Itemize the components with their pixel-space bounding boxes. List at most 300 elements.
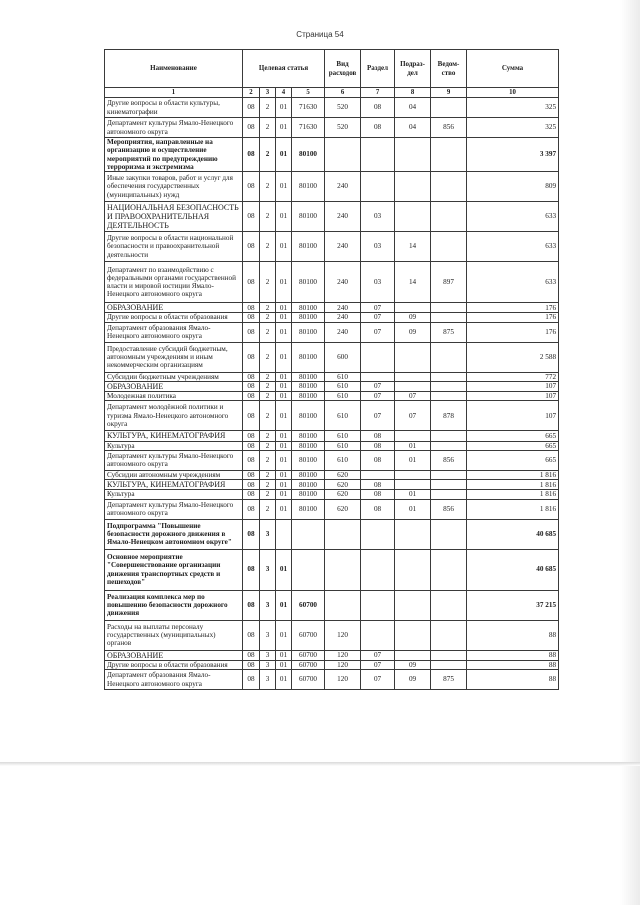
target-direction-cell: 80100	[292, 490, 325, 499]
expense-type-cell: 610	[325, 392, 361, 401]
target-subprogram-cell: 2	[260, 303, 276, 313]
target-measure-cell: 01	[276, 262, 292, 303]
section-code-cell: 07	[361, 670, 395, 690]
expense-type-cell: 610	[325, 441, 361, 450]
row-name-cell: Другие вопросы в области национальной безопасности и правоохранительной деятельности	[105, 232, 243, 262]
expense-type-cell: 610	[325, 401, 361, 431]
subsection-code-cell: 09	[395, 313, 431, 322]
subsection-code-cell	[395, 519, 431, 549]
target-subprogram-cell: 2	[260, 490, 276, 499]
row-name-cell: Департамент по взаимодействию с федеральными органами государственной власти и мировой юстиции Ямало-Ненецкого автономного округа	[105, 262, 243, 303]
subsection-code-cell: 01	[395, 499, 431, 519]
table-row	[105, 118, 559, 138]
target-direction-cell: 60700	[292, 670, 325, 690]
target-direction-cell: 60700	[292, 590, 325, 620]
amount-cell: 40 685	[467, 549, 559, 590]
target-subprogram-cell: 2	[260, 450, 276, 470]
target-measure-cell: 01	[276, 620, 292, 650]
target-measure-cell: 01	[276, 499, 292, 519]
amount-cell: 665	[467, 431, 559, 441]
target-program-cell: 08	[243, 372, 260, 381]
section-code-cell	[361, 342, 395, 372]
target-measure-cell: 01	[276, 118, 292, 138]
target-subprogram-cell: 2	[260, 431, 276, 441]
section-code-cell	[361, 620, 395, 650]
subsection-code-cell	[395, 590, 431, 620]
section-code-cell: 08	[361, 490, 395, 499]
table-row	[105, 519, 559, 549]
table-row	[105, 549, 559, 590]
target-measure-cell: 01	[276, 381, 292, 391]
target-program-cell: 08	[243, 392, 260, 401]
target-measure-cell: 01	[276, 401, 292, 431]
expense-type-cell: 120	[325, 670, 361, 690]
department-code-cell	[431, 549, 467, 590]
subsection-code-cell: 04	[395, 98, 431, 118]
target-measure-cell: 01	[276, 342, 292, 372]
target-program-cell: 08	[243, 650, 260, 660]
section-code-cell: 03	[361, 262, 395, 303]
amount-cell: 665	[467, 450, 559, 470]
target-program-cell: 08	[243, 232, 260, 262]
target-measure-cell: 01	[276, 322, 292, 342]
target-program-cell: 08	[243, 202, 260, 232]
column-number: 8	[395, 88, 431, 98]
target-subprogram-cell: 3	[260, 670, 276, 690]
row-name-cell: Подпрограмма "Повышение безопасности дорожного движения в Ямало-Ненецком автономном округе"	[105, 519, 243, 549]
target-direction-cell: 80100	[292, 480, 325, 490]
department-code-cell	[431, 441, 467, 450]
amount-cell: 88	[467, 650, 559, 660]
department-code-cell	[431, 490, 467, 499]
row-name-cell: КУЛЬТУРА, КИНЕМАТОГРАФИЯ	[105, 431, 243, 441]
target-direction-cell: 80100	[292, 303, 325, 313]
target-measure-cell: 01	[276, 431, 292, 441]
section-code-cell	[361, 372, 395, 381]
expense-type-cell: 240	[325, 232, 361, 262]
amount-cell: 1 816	[467, 470, 559, 479]
department-code-cell	[431, 620, 467, 650]
expense-type-cell: 520	[325, 118, 361, 138]
target-subprogram-cell: 2	[260, 118, 276, 138]
target-program-cell: 08	[243, 620, 260, 650]
expense-type-cell: 120	[325, 660, 361, 669]
section-code-cell: 07	[361, 381, 395, 391]
amount-cell: 37 215	[467, 590, 559, 620]
target-subprogram-cell: 2	[260, 470, 276, 479]
row-name-cell: Департамент образования Ямало-Ненецкого автономного округа	[105, 322, 243, 342]
target-direction-cell: 80100	[292, 381, 325, 391]
department-code-cell	[431, 650, 467, 660]
target-program-cell: 08	[243, 401, 260, 431]
amount-cell: 633	[467, 232, 559, 262]
department-code-cell: 856	[431, 499, 467, 519]
table-row	[105, 470, 559, 479]
department-code-cell	[431, 392, 467, 401]
target-program-cell: 08	[243, 519, 260, 549]
expense-type-cell	[325, 138, 361, 172]
target-program-cell: 08	[243, 138, 260, 172]
row-name-cell: КУЛЬТУРА, КИНЕМАТОГРАФИЯ	[105, 480, 243, 490]
target-direction-cell: 80100	[292, 372, 325, 381]
table-row	[105, 650, 559, 660]
subsection-code-cell: 01	[395, 441, 431, 450]
subsection-code-cell: 09	[395, 660, 431, 669]
department-code-cell	[431, 138, 467, 172]
target-program-cell: 08	[243, 322, 260, 342]
target-direction-cell: 80100	[292, 232, 325, 262]
subsection-code-cell	[395, 480, 431, 490]
target-direction-cell: 80100	[292, 313, 325, 322]
amount-cell: 40 685	[467, 519, 559, 549]
target-subprogram-cell: 2	[260, 262, 276, 303]
amount-cell: 633	[467, 202, 559, 232]
amount-cell: 325	[467, 98, 559, 118]
target-direction-cell: 80100	[292, 470, 325, 479]
department-code-cell	[431, 232, 467, 262]
subsection-code-cell	[395, 620, 431, 650]
target-measure-cell: 01	[276, 549, 292, 590]
expense-type-cell: 240	[325, 202, 361, 232]
amount-cell: 107	[467, 392, 559, 401]
target-measure-cell: 01	[276, 490, 292, 499]
target-subprogram-cell: 3	[260, 590, 276, 620]
target-program-cell: 08	[243, 670, 260, 690]
target-direction-cell: 60700	[292, 650, 325, 660]
column-number: 6	[325, 88, 361, 98]
target-direction-cell: 80100	[292, 342, 325, 372]
row-name-cell: ОБРАЗОВАНИЕ	[105, 381, 243, 391]
expense-type-cell: 120	[325, 620, 361, 650]
table-row	[105, 172, 559, 202]
row-name-cell: ОБРАЗОВАНИЕ	[105, 650, 243, 660]
row-name-cell: Департамент молодёжной политики и туризма Ямало-Ненецкого автономного округа	[105, 401, 243, 431]
row-name-cell: Реализация комплекса мер по повышению безопасности дорожного движения	[105, 590, 243, 620]
column-number: 7	[361, 88, 395, 98]
expense-type-cell: 600	[325, 342, 361, 372]
target-direction-cell: 80100	[292, 202, 325, 232]
subsection-code-cell: 01	[395, 490, 431, 499]
subsection-code-cell	[395, 431, 431, 441]
amount-cell: 88	[467, 670, 559, 690]
target-subprogram-cell: 2	[260, 381, 276, 391]
subsection-code-cell	[395, 138, 431, 172]
target-program-cell: 08	[243, 381, 260, 391]
section-code-cell	[361, 470, 395, 479]
expense-type-cell: 620	[325, 480, 361, 490]
header-section: Раздел	[361, 50, 395, 88]
row-name-cell: Мероприятия, направленные на организацию и осуществление мероприятий по предупреждению терроризма и экстремизма	[105, 138, 243, 172]
target-program-cell: 08	[243, 499, 260, 519]
target-direction-cell: 80100	[292, 262, 325, 303]
target-direction-cell: 80100	[292, 441, 325, 450]
section-code-cell: 08	[361, 499, 395, 519]
department-code-cell: 897	[431, 262, 467, 303]
section-code-cell: 03	[361, 202, 395, 232]
row-name-cell: Культура	[105, 441, 243, 450]
amount-cell: 88	[467, 660, 559, 669]
section-code-cell: 07	[361, 392, 395, 401]
target-measure-cell: 01	[276, 590, 292, 620]
department-code-cell: 856	[431, 450, 467, 470]
subsection-code-cell: 09	[395, 322, 431, 342]
header-expense-type: Вид расходов	[325, 50, 361, 88]
subsection-code-cell	[395, 470, 431, 479]
expense-type-cell	[325, 519, 361, 549]
subsection-code-cell: 09	[395, 670, 431, 690]
target-direction-cell: 80100	[292, 401, 325, 431]
table-row	[105, 232, 559, 262]
amount-cell: 88	[467, 620, 559, 650]
header-row	[105, 50, 559, 88]
column-number: 5	[292, 88, 325, 98]
expense-type-cell	[325, 590, 361, 620]
table-row	[105, 620, 559, 650]
table-row	[105, 322, 559, 342]
section-code-cell: 08	[361, 118, 395, 138]
table-row	[105, 401, 559, 431]
target-direction-cell	[292, 519, 325, 549]
amount-cell: 665	[467, 441, 559, 450]
page-edge-shadow	[620, 0, 640, 905]
column-number: 2	[243, 88, 260, 98]
section-code-cell: 08	[361, 450, 395, 470]
target-subprogram-cell: 3	[260, 650, 276, 660]
target-program-cell: 08	[243, 313, 260, 322]
target-subprogram-cell: 3	[260, 549, 276, 590]
target-program-cell: 08	[243, 450, 260, 470]
section-code-cell	[361, 519, 395, 549]
department-code-cell	[431, 519, 467, 549]
department-code-cell	[431, 372, 467, 381]
section-code-cell: 07	[361, 322, 395, 342]
section-code-cell: 07	[361, 303, 395, 313]
target-direction-cell: 60700	[292, 660, 325, 669]
department-code-cell	[431, 342, 467, 372]
target-direction-cell: 80100	[292, 138, 325, 172]
amount-cell: 107	[467, 401, 559, 431]
column-number: 10	[467, 88, 559, 98]
column-number: 3	[260, 88, 276, 98]
section-code-cell	[361, 138, 395, 172]
header-department: Ведом-ство	[431, 50, 467, 88]
subsection-code-cell	[395, 202, 431, 232]
target-measure-cell: 01	[276, 98, 292, 118]
expense-type-cell: 610	[325, 431, 361, 441]
target-subprogram-cell: 2	[260, 232, 276, 262]
target-subprogram-cell: 2	[260, 480, 276, 490]
amount-cell: 1 816	[467, 490, 559, 499]
department-code-cell	[431, 313, 467, 322]
subsection-code-cell: 04	[395, 118, 431, 138]
department-code-cell	[431, 303, 467, 313]
target-program-cell: 08	[243, 303, 260, 313]
target-subprogram-cell: 2	[260, 342, 276, 372]
row-name-cell: Основное мероприятие "Совершенствование организации движения транспортных средств и пешеходов"	[105, 549, 243, 590]
expense-type-cell: 240	[325, 303, 361, 313]
table-row	[105, 372, 559, 381]
department-code-cell	[431, 172, 467, 202]
section-code-cell: 08	[361, 441, 395, 450]
target-direction-cell: 80100	[292, 392, 325, 401]
column-number: 9	[431, 88, 467, 98]
expense-type-cell: 120	[325, 650, 361, 660]
row-name-cell: Департамент культуры Ямало-Ненецкого автономного округа	[105, 450, 243, 470]
target-direction-cell: 60700	[292, 620, 325, 650]
row-name-cell: Расходы на выплаты персоналу государственных (муниципальных) органов	[105, 620, 243, 650]
table-row	[105, 342, 559, 372]
amount-cell: 107	[467, 381, 559, 391]
subsection-code-cell: 07	[395, 392, 431, 401]
target-subprogram-cell: 2	[260, 98, 276, 118]
row-name-cell: Другие вопросы в области образования	[105, 313, 243, 322]
target-subprogram-cell: 2	[260, 392, 276, 401]
page-bottom-shadow	[0, 762, 640, 766]
subsection-code-cell: 14	[395, 232, 431, 262]
department-code-cell: 856	[431, 118, 467, 138]
target-subprogram-cell: 2	[260, 401, 276, 431]
target-subprogram-cell: 2	[260, 441, 276, 450]
row-name-cell: Культура	[105, 490, 243, 499]
department-code-cell	[431, 590, 467, 620]
expense-type-cell: 240	[325, 313, 361, 322]
department-code-cell	[431, 480, 467, 490]
target-subprogram-cell: 2	[260, 202, 276, 232]
table-row	[105, 490, 559, 499]
header-target-article: Целевая статья	[243, 50, 325, 88]
target-direction-cell: 80100	[292, 172, 325, 202]
department-code-cell	[431, 431, 467, 441]
row-name-cell: Департамент образования Ямало-Ненецкого автономного округа	[105, 670, 243, 690]
table-row	[105, 138, 559, 172]
table-row	[105, 313, 559, 322]
table-row	[105, 303, 559, 313]
target-measure-cell: 01	[276, 138, 292, 172]
table-row	[105, 441, 559, 450]
amount-cell: 1 816	[467, 480, 559, 490]
section-code-cell: 08	[361, 98, 395, 118]
subsection-code-cell	[395, 381, 431, 391]
subsection-code-cell: 14	[395, 262, 431, 303]
table-row	[105, 670, 559, 690]
target-program-cell: 08	[243, 470, 260, 479]
amount-cell: 176	[467, 303, 559, 313]
target-measure-cell: 01	[276, 650, 292, 660]
target-subprogram-cell: 3	[260, 620, 276, 650]
target-measure-cell: 01	[276, 303, 292, 313]
target-direction-cell: 80100	[292, 499, 325, 519]
target-subprogram-cell: 2	[260, 322, 276, 342]
row-name-cell: ОБРАЗОВАНИЕ	[105, 303, 243, 313]
row-name-cell: Предоставление субсидий бюджетным, автономным учреждениям и иным некоммерческим организациям	[105, 342, 243, 372]
table-row	[105, 480, 559, 490]
amount-cell: 325	[467, 118, 559, 138]
target-program-cell: 08	[243, 480, 260, 490]
target-subprogram-cell: 3	[260, 519, 276, 549]
target-measure-cell: 01	[276, 670, 292, 690]
target-measure-cell: 01	[276, 660, 292, 669]
target-subprogram-cell: 2	[260, 172, 276, 202]
table-row	[105, 590, 559, 620]
expense-type-cell: 610	[325, 372, 361, 381]
target-measure-cell	[276, 519, 292, 549]
subsection-code-cell	[395, 342, 431, 372]
target-measure-cell: 01	[276, 450, 292, 470]
target-direction-cell: 80100	[292, 431, 325, 441]
target-direction-cell: 80100	[292, 450, 325, 470]
expense-type-cell: 610	[325, 381, 361, 391]
section-code-cell: 03	[361, 232, 395, 262]
amount-cell: 633	[467, 262, 559, 303]
target-measure-cell: 01	[276, 313, 292, 322]
department-code-cell: 875	[431, 670, 467, 690]
target-program-cell: 08	[243, 549, 260, 590]
amount-cell: 2 588	[467, 342, 559, 372]
section-code-cell: 07	[361, 650, 395, 660]
row-name-cell: Департамент культуры Ямало-Ненецкого автономного округа	[105, 118, 243, 138]
row-name-cell: Другие вопросы в области культуры, кинематографии	[105, 98, 243, 118]
amount-cell: 176	[467, 313, 559, 322]
expense-type-cell: 620	[325, 499, 361, 519]
target-direction-cell	[292, 549, 325, 590]
expense-type-cell: 240	[325, 262, 361, 303]
target-direction-cell: 71630	[292, 118, 325, 138]
target-measure-cell: 01	[276, 441, 292, 450]
subsection-code-cell: 07	[395, 401, 431, 431]
expense-type-cell	[325, 549, 361, 590]
row-name-cell: Другие вопросы в области образования	[105, 660, 243, 669]
section-code-cell: 08	[361, 480, 395, 490]
subsection-code-cell	[395, 303, 431, 313]
column-number-row	[105, 88, 559, 98]
table-row	[105, 431, 559, 441]
target-measure-cell: 01	[276, 470, 292, 479]
table-row	[105, 98, 559, 118]
section-code-cell: 07	[361, 660, 395, 669]
target-subprogram-cell: 2	[260, 499, 276, 519]
expense-type-cell: 240	[325, 172, 361, 202]
amount-cell: 176	[467, 322, 559, 342]
target-program-cell: 08	[243, 660, 260, 669]
target-program-cell: 08	[243, 431, 260, 441]
amount-cell: 1 816	[467, 499, 559, 519]
target-measure-cell: 01	[276, 232, 292, 262]
amount-cell: 772	[467, 372, 559, 381]
target-program-cell: 08	[243, 590, 260, 620]
header-sum: Сумма	[467, 50, 559, 88]
target-program-cell: 08	[243, 490, 260, 499]
amount-cell: 809	[467, 172, 559, 202]
section-code-cell	[361, 549, 395, 590]
target-program-cell: 08	[243, 98, 260, 118]
department-code-cell	[431, 660, 467, 669]
section-code-cell: 08	[361, 431, 395, 441]
column-number: 1	[105, 88, 243, 98]
target-measure-cell: 01	[276, 480, 292, 490]
target-measure-cell: 01	[276, 372, 292, 381]
expense-type-cell: 620	[325, 490, 361, 499]
target-subprogram-cell: 2	[260, 313, 276, 322]
budget-table	[104, 49, 559, 690]
row-name-cell: НАЦИОНАЛЬНАЯ БЕЗОПАСНОСТЬ И ПРАВООХРАНИТЕЛЬНАЯ ДЕЯТЕЛЬНОСТЬ	[105, 202, 243, 232]
section-code-cell: 07	[361, 401, 395, 431]
target-subprogram-cell: 3	[260, 660, 276, 669]
table-row	[105, 262, 559, 303]
row-name-cell: Иные закупки товаров, работ и услуг для обеспечения государственных (муниципальных) нужд	[105, 172, 243, 202]
table-row	[105, 450, 559, 470]
department-code-cell: 878	[431, 401, 467, 431]
row-name-cell: Департамент культуры Ямало-Ненецкого автономного округа	[105, 499, 243, 519]
